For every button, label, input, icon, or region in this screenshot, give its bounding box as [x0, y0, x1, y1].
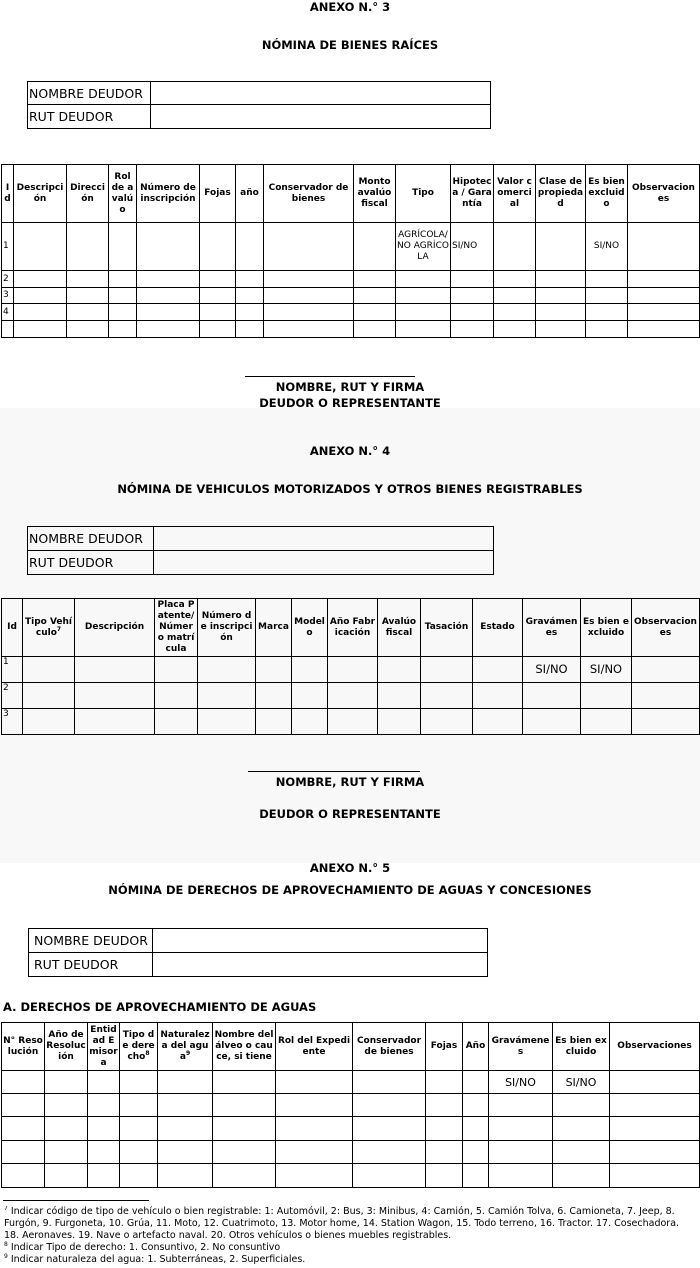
cell[interactable] — [158, 1164, 213, 1188]
cell[interactable] — [581, 683, 632, 709]
cell[interactable] — [67, 288, 109, 304]
cell[interactable] — [213, 1094, 276, 1117]
cell[interactable] — [120, 1094, 158, 1117]
annex4-vehicle-table — [1, 598, 700, 735]
cell[interactable] — [426, 1094, 463, 1117]
cell[interactable] — [396, 304, 451, 321]
cell[interactable] — [473, 709, 523, 735]
cell[interactable] — [632, 683, 700, 709]
cell[interactable] — [421, 709, 473, 735]
col-header: Entidad Emisora — [88, 1023, 120, 1071]
debtor-rut-field[interactable] — [153, 953, 488, 977]
cell[interactable] — [628, 223, 700, 271]
col-header: Es bien excluido — [553, 1023, 610, 1071]
cell[interactable] — [256, 657, 292, 683]
col-header: Gravámenes — [489, 1023, 553, 1071]
cell[interactable] — [198, 683, 256, 709]
cell[interactable] — [628, 304, 700, 321]
cell[interactable] — [396, 321, 451, 338]
col-header: Número de inscripción — [137, 165, 200, 223]
cell[interactable] — [213, 1071, 276, 1094]
cell[interactable] — [88, 1164, 120, 1188]
cell[interactable] — [256, 683, 292, 709]
cell[interactable] — [632, 709, 700, 735]
cell[interactable] — [396, 288, 451, 304]
cell[interactable] — [473, 683, 523, 709]
cell[interactable] — [236, 288, 264, 304]
annex4-subheading: NÓMINA DE VEHICULOS MOTORIZADOS Y OTROS BIENES REGISTRABLES — [117, 482, 583, 496]
cell[interactable] — [489, 1117, 553, 1141]
cell[interactable] — [353, 1071, 426, 1094]
debtor-rut-label: RUT DEUDOR — [28, 105, 151, 129]
cell[interactable] — [354, 271, 396, 288]
cell[interactable] — [353, 1164, 426, 1188]
col-header: Rol de avalúo — [109, 165, 137, 223]
col-header: Año Fabricación — [328, 599, 378, 657]
gravamenes-cell[interactable]: SI/NO — [489, 1071, 553, 1094]
cell[interactable] — [353, 1094, 426, 1117]
hipoteca-cell[interactable]: SI/NO — [451, 223, 494, 271]
cell[interactable] — [67, 304, 109, 321]
cell[interactable] — [426, 1164, 463, 1188]
cell[interactable] — [353, 1117, 426, 1141]
cell[interactable] — [494, 321, 536, 338]
cell[interactable] — [553, 1164, 610, 1188]
debtor-rut-field[interactable] — [154, 551, 494, 575]
annex4-signature-role: DEUDOR O REPRESENTANTE — [259, 807, 441, 821]
col-header: Descripción — [14, 165, 67, 223]
table-row — [2, 709, 700, 735]
debtor-name-label: NOMBRE DEUDOR — [28, 527, 154, 551]
cell[interactable] — [451, 271, 494, 288]
col-header: año — [236, 165, 264, 223]
table-row — [2, 1117, 700, 1141]
cell[interactable] — [109, 288, 137, 304]
annex5-heading: ANEXO N.° 5 — [309, 861, 391, 875]
cell[interactable] — [536, 288, 586, 304]
cell[interactable] — [67, 271, 109, 288]
cell[interactable] — [463, 1094, 489, 1117]
cell[interactable] — [494, 271, 536, 288]
annex3-debtor-table — [27, 81, 491, 129]
cell[interactable] — [137, 321, 200, 338]
table-row — [2, 657, 700, 683]
cell[interactable] — [45, 1071, 88, 1094]
cell[interactable] — [354, 223, 396, 271]
table-row — [2, 304, 700, 321]
debtor-name-field[interactable] — [151, 82, 491, 105]
footnote-ref: 9 — [185, 1050, 191, 1057]
cell[interactable] — [451, 304, 494, 321]
col-header: Nombre del álveo o cauce, si tiene — [213, 1023, 276, 1071]
table-row — [2, 683, 700, 709]
debtor-rut-label: RUT DEUDOR — [29, 953, 153, 977]
cell[interactable] — [200, 288, 236, 304]
cell[interactable] — [109, 223, 137, 271]
annex5-subheading: NÓMINA DE DERECHOS DE APROVECHAMIENTO DE AGUAS Y CONCESIONES — [108, 883, 592, 897]
debtor-rut-label: RUT DEUDOR — [28, 551, 154, 575]
cell[interactable] — [628, 271, 700, 288]
annex3-heading: ANEXO N.° 3 — [309, 0, 391, 14]
col-header: Id — [2, 599, 23, 657]
cell[interactable] — [75, 657, 155, 683]
table-header-row — [2, 165, 700, 223]
table-row — [2, 271, 700, 288]
cell[interactable] — [2, 1094, 45, 1117]
annex4-debtor-table — [27, 526, 494, 575]
cell[interactable] — [264, 223, 354, 271]
debtor-name-label: NOMBRE DEUDOR — [29, 929, 153, 953]
cell[interactable] — [264, 288, 354, 304]
row-id: 2 — [2, 271, 14, 288]
footnote-text: Indicar naturaleza del agua: 1. Subterráneas, 2. Superficiales. — [10, 1254, 306, 1265]
cell[interactable] — [264, 271, 354, 288]
cell[interactable] — [494, 304, 536, 321]
cell[interactable] — [463, 1071, 489, 1094]
annex4-signature-name: NOMBRE, RUT Y FIRMA — [275, 775, 425, 789]
table-row — [2, 321, 700, 338]
cell[interactable] — [354, 288, 396, 304]
cell[interactable] — [88, 1094, 120, 1117]
cell[interactable] — [109, 304, 137, 321]
col-header: Clase de propiedad — [536, 165, 586, 223]
cell[interactable] — [378, 709, 421, 735]
cell[interactable] — [236, 223, 264, 271]
cell[interactable] — [536, 304, 586, 321]
cell[interactable] — [158, 1141, 213, 1164]
cell[interactable] — [494, 223, 536, 271]
cell[interactable] — [200, 304, 236, 321]
cell[interactable] — [463, 1164, 489, 1188]
row-id: 3 — [2, 288, 14, 304]
cell[interactable] — [426, 1071, 463, 1094]
cell[interactable] — [523, 709, 581, 735]
cell[interactable] — [14, 271, 67, 288]
cell[interactable] — [610, 1141, 700, 1164]
col-header: Conservador de bienes — [264, 165, 354, 223]
cell[interactable] — [354, 321, 396, 338]
row-id: 3 — [2, 709, 23, 735]
table-row — [2, 1071, 700, 1094]
cell[interactable] — [198, 709, 256, 735]
cell[interactable] — [536, 223, 586, 271]
cell[interactable] — [586, 321, 628, 338]
cell[interactable] — [213, 1141, 276, 1164]
cell[interactable] — [23, 709, 75, 735]
signature-line — [248, 771, 420, 772]
footnote-ref: 8 — [145, 1050, 150, 1057]
cell[interactable] — [158, 1117, 213, 1141]
cell[interactable] — [109, 271, 137, 288]
cell[interactable] — [421, 657, 473, 683]
cell[interactable] — [421, 683, 473, 709]
cell[interactable] — [292, 709, 328, 735]
debtor-rut-field[interactable] — [151, 105, 491, 129]
cell[interactable] — [45, 1164, 88, 1188]
debtor-name-label: NOMBRE DEUDOR — [28, 82, 151, 105]
cell[interactable] — [494, 288, 536, 304]
col-header: Tasación — [421, 599, 473, 657]
annex4-heading: ANEXO N.° 4 — [309, 444, 391, 458]
col-header: Fojas — [200, 165, 236, 223]
cell[interactable] — [628, 288, 700, 304]
cell[interactable] — [463, 1117, 489, 1141]
cell[interactable] — [213, 1117, 276, 1141]
table-header-row — [2, 599, 700, 657]
cell[interactable] — [155, 657, 198, 683]
cell[interactable] — [463, 1141, 489, 1164]
col-header: N° Resolución — [2, 1023, 45, 1071]
cell[interactable] — [2, 1164, 45, 1188]
annex3-subheading: NÓMINA DE BIENES RAÍCES — [261, 38, 439, 52]
cell[interactable] — [14, 223, 67, 271]
col-header: Estado — [473, 599, 523, 657]
col-header: Placa Patente/ Número matrícula — [155, 599, 198, 657]
cell[interactable] — [610, 1071, 700, 1094]
cell[interactable] — [328, 683, 378, 709]
cell[interactable] — [67, 321, 109, 338]
cell[interactable] — [137, 271, 200, 288]
tipo-vehiculo-label: Tipo Vehículo — [24, 616, 73, 638]
cell[interactable] — [14, 288, 67, 304]
row-id: 4 — [2, 304, 14, 321]
tipo-cell[interactable]: AGRÍCOLA/ NO AGRÍCOLA — [396, 223, 451, 271]
footnote-9 — [4, 1254, 696, 1266]
cell[interactable] — [236, 271, 264, 288]
col-header: Gravámenes — [523, 599, 581, 657]
col-header — [120, 1023, 158, 1071]
cell[interactable] — [120, 1071, 158, 1094]
cell[interactable] — [610, 1094, 700, 1117]
cell[interactable] — [236, 304, 264, 321]
cell[interactable] — [292, 683, 328, 709]
section-a-title: A. DERECHOS DE APROVECHAMIENTO DE AGUAS — [3, 1000, 317, 1014]
footnote-separator — [3, 1200, 149, 1201]
cell[interactable] — [137, 288, 200, 304]
cell[interactable] — [276, 1141, 353, 1164]
cell[interactable] — [88, 1071, 120, 1094]
cell[interactable] — [14, 304, 67, 321]
footnote-7 — [4, 1206, 696, 1240]
cell[interactable] — [75, 709, 155, 735]
naturaleza-label: Naturaleza del agua — [160, 1030, 210, 1062]
cell[interactable] — [120, 1141, 158, 1164]
cell[interactable] — [256, 709, 292, 735]
cell[interactable] — [426, 1117, 463, 1141]
row-id — [2, 321, 14, 338]
cell[interactable] — [328, 709, 378, 735]
gravamenes-cell[interactable]: SI/NO — [523, 657, 581, 683]
table-row — [2, 1141, 700, 1164]
table-row — [2, 1094, 700, 1117]
cell[interactable] — [354, 304, 396, 321]
cell[interactable] — [67, 223, 109, 271]
cell[interactable] — [200, 271, 236, 288]
cell[interactable] — [586, 304, 628, 321]
tipo-derecho-label: Tipo de derecho — [122, 1030, 155, 1062]
debtor-name-field[interactable] — [154, 527, 494, 551]
cell[interactable] — [264, 321, 354, 338]
cell[interactable] — [2, 1117, 45, 1141]
cell[interactable] — [88, 1141, 120, 1164]
footnote-number: 9 — [4, 1252, 8, 1260]
cell[interactable] — [610, 1164, 700, 1188]
cell[interactable] — [120, 1164, 158, 1188]
cell[interactable] — [292, 657, 328, 683]
col-header: Tipo — [396, 165, 451, 223]
excluido-cell[interactable]: SI/NO — [553, 1071, 610, 1094]
cell[interactable] — [45, 1117, 88, 1141]
row-id: 1 — [2, 657, 23, 683]
cell[interactable] — [276, 1117, 353, 1141]
cell[interactable] — [353, 1141, 426, 1164]
col-header: Hipoteca / Garantía — [451, 165, 494, 223]
annex5-water-rights-table — [1, 1022, 700, 1188]
annex3-property-table — [1, 164, 700, 338]
col-header: Rol del Expediente — [276, 1023, 353, 1071]
row-id: 2 — [2, 683, 23, 709]
annex5-debtor-table — [28, 928, 488, 977]
table-row — [2, 288, 700, 304]
cell[interactable] — [23, 683, 75, 709]
cell[interactable] — [553, 1094, 610, 1117]
col-header: Marca — [256, 599, 292, 657]
cell[interactable] — [553, 1117, 610, 1141]
cell[interactable] — [581, 709, 632, 735]
table-header-row — [2, 1023, 700, 1071]
cell[interactable] — [489, 1094, 553, 1117]
debtor-name-field[interactable] — [153, 929, 488, 953]
col-header: Observaciones — [632, 599, 700, 657]
cell[interactable] — [451, 288, 494, 304]
cell[interactable] — [276, 1164, 353, 1188]
col-header — [23, 599, 75, 657]
cell[interactable] — [155, 709, 198, 735]
cell[interactable] — [158, 1071, 213, 1094]
col-header: Año de Resolución — [45, 1023, 88, 1071]
cell[interactable] — [473, 657, 523, 683]
col-header: Es bien excluido — [586, 165, 628, 223]
col-header: Modelo — [292, 599, 328, 657]
cell[interactable] — [632, 657, 700, 683]
col-header: Descripción — [75, 599, 155, 657]
cell[interactable] — [489, 1141, 553, 1164]
annex3-signature-role: DEUDOR O REPRESENTANTE — [259, 396, 441, 410]
table-row — [2, 1164, 700, 1188]
cell[interactable] — [137, 304, 200, 321]
cell[interactable] — [536, 321, 586, 338]
cell[interactable] — [109, 321, 137, 338]
col-header: Id — [2, 165, 14, 223]
col-header: Dirección — [67, 165, 109, 223]
cell[interactable] — [236, 321, 264, 338]
cell[interactable] — [88, 1117, 120, 1141]
cell[interactable] — [45, 1094, 88, 1117]
footnote-ref: 7 — [56, 625, 62, 633]
table-row — [2, 223, 700, 271]
col-header: Es bien excluido — [581, 599, 632, 657]
col-header: Año — [463, 1023, 489, 1071]
cell[interactable] — [586, 288, 628, 304]
cell[interactable] — [200, 223, 236, 271]
cell[interactable] — [198, 657, 256, 683]
cell[interactable] — [45, 1141, 88, 1164]
col-header: Observaciones — [628, 165, 700, 223]
col-header: Monto avalúo fiscal — [354, 165, 396, 223]
footnote-text: Indicar Tipo de derecho: 1. Consuntivo, 2. No consuntivo — [10, 1242, 281, 1253]
annex3-signature-name: NOMBRE, RUT Y FIRMA — [275, 380, 425, 394]
cell[interactable] — [200, 321, 236, 338]
cell[interactable] — [264, 304, 354, 321]
signature-line — [245, 376, 415, 377]
col-header: Valor comercial — [494, 165, 536, 223]
cell[interactable] — [328, 657, 378, 683]
cell[interactable] — [137, 223, 200, 271]
cell[interactable] — [426, 1141, 463, 1164]
cell[interactable] — [155, 683, 198, 709]
footnote-text: Indicar código de tipo de vehículo o bien registrable: 1: Automóvil, 2: Bus, 3: Minibus, 4: Camión, 5. Camión Tolva, 6. Camioneta, 7. Jeep, 8. Furgón, 9. Furgoneta, 10. Grúa, 11. Moto, 12. Cuatrimoto, 13. Motor home, 14. Station Wagon, 15. Todo terreno, 16. Tractor. 17. Cosechadora. 18. Aeronaves. 19. Nave o artefacto naval. 20. Otros vehículos o bienes muebles registrables. — [4, 1206, 680, 1240]
cell[interactable] — [158, 1094, 213, 1117]
col-header: Avalúo fiscal — [378, 599, 421, 657]
cell[interactable] — [75, 683, 155, 709]
cell[interactable] — [14, 321, 67, 338]
footnote-number: 8 — [4, 1240, 8, 1248]
cell[interactable] — [586, 271, 628, 288]
cell[interactable] — [2, 1141, 45, 1164]
cell[interactable] — [396, 271, 451, 288]
col-header: Fojas — [426, 1023, 463, 1071]
cell[interactable] — [489, 1164, 553, 1188]
cell[interactable] — [610, 1117, 700, 1141]
cell[interactable] — [213, 1164, 276, 1188]
footnote-8 — [4, 1242, 696, 1254]
col-header: Conservador de bienes — [353, 1023, 426, 1071]
row-id: 1 — [2, 223, 14, 271]
footnote-number: 7 — [4, 1206, 8, 1212]
cell[interactable] — [536, 271, 586, 288]
cell[interactable] — [378, 683, 421, 709]
cell[interactable] — [276, 1094, 353, 1117]
cell[interactable] — [23, 657, 75, 683]
cell[interactable] — [2, 1071, 45, 1094]
cell[interactable] — [378, 657, 421, 683]
cell[interactable] — [120, 1117, 158, 1141]
col-header: Observaciones — [610, 1023, 700, 1071]
cell[interactable] — [628, 321, 700, 338]
excluido-cell[interactable]: SI/NO — [581, 657, 632, 683]
cell[interactable] — [523, 683, 581, 709]
col-header — [158, 1023, 213, 1071]
cell[interactable] — [451, 321, 494, 338]
excluido-cell[interactable]: SI/NO — [586, 223, 628, 271]
cell[interactable] — [276, 1071, 353, 1094]
cell[interactable] — [553, 1141, 610, 1164]
col-header: Número de inscripción — [198, 599, 256, 657]
